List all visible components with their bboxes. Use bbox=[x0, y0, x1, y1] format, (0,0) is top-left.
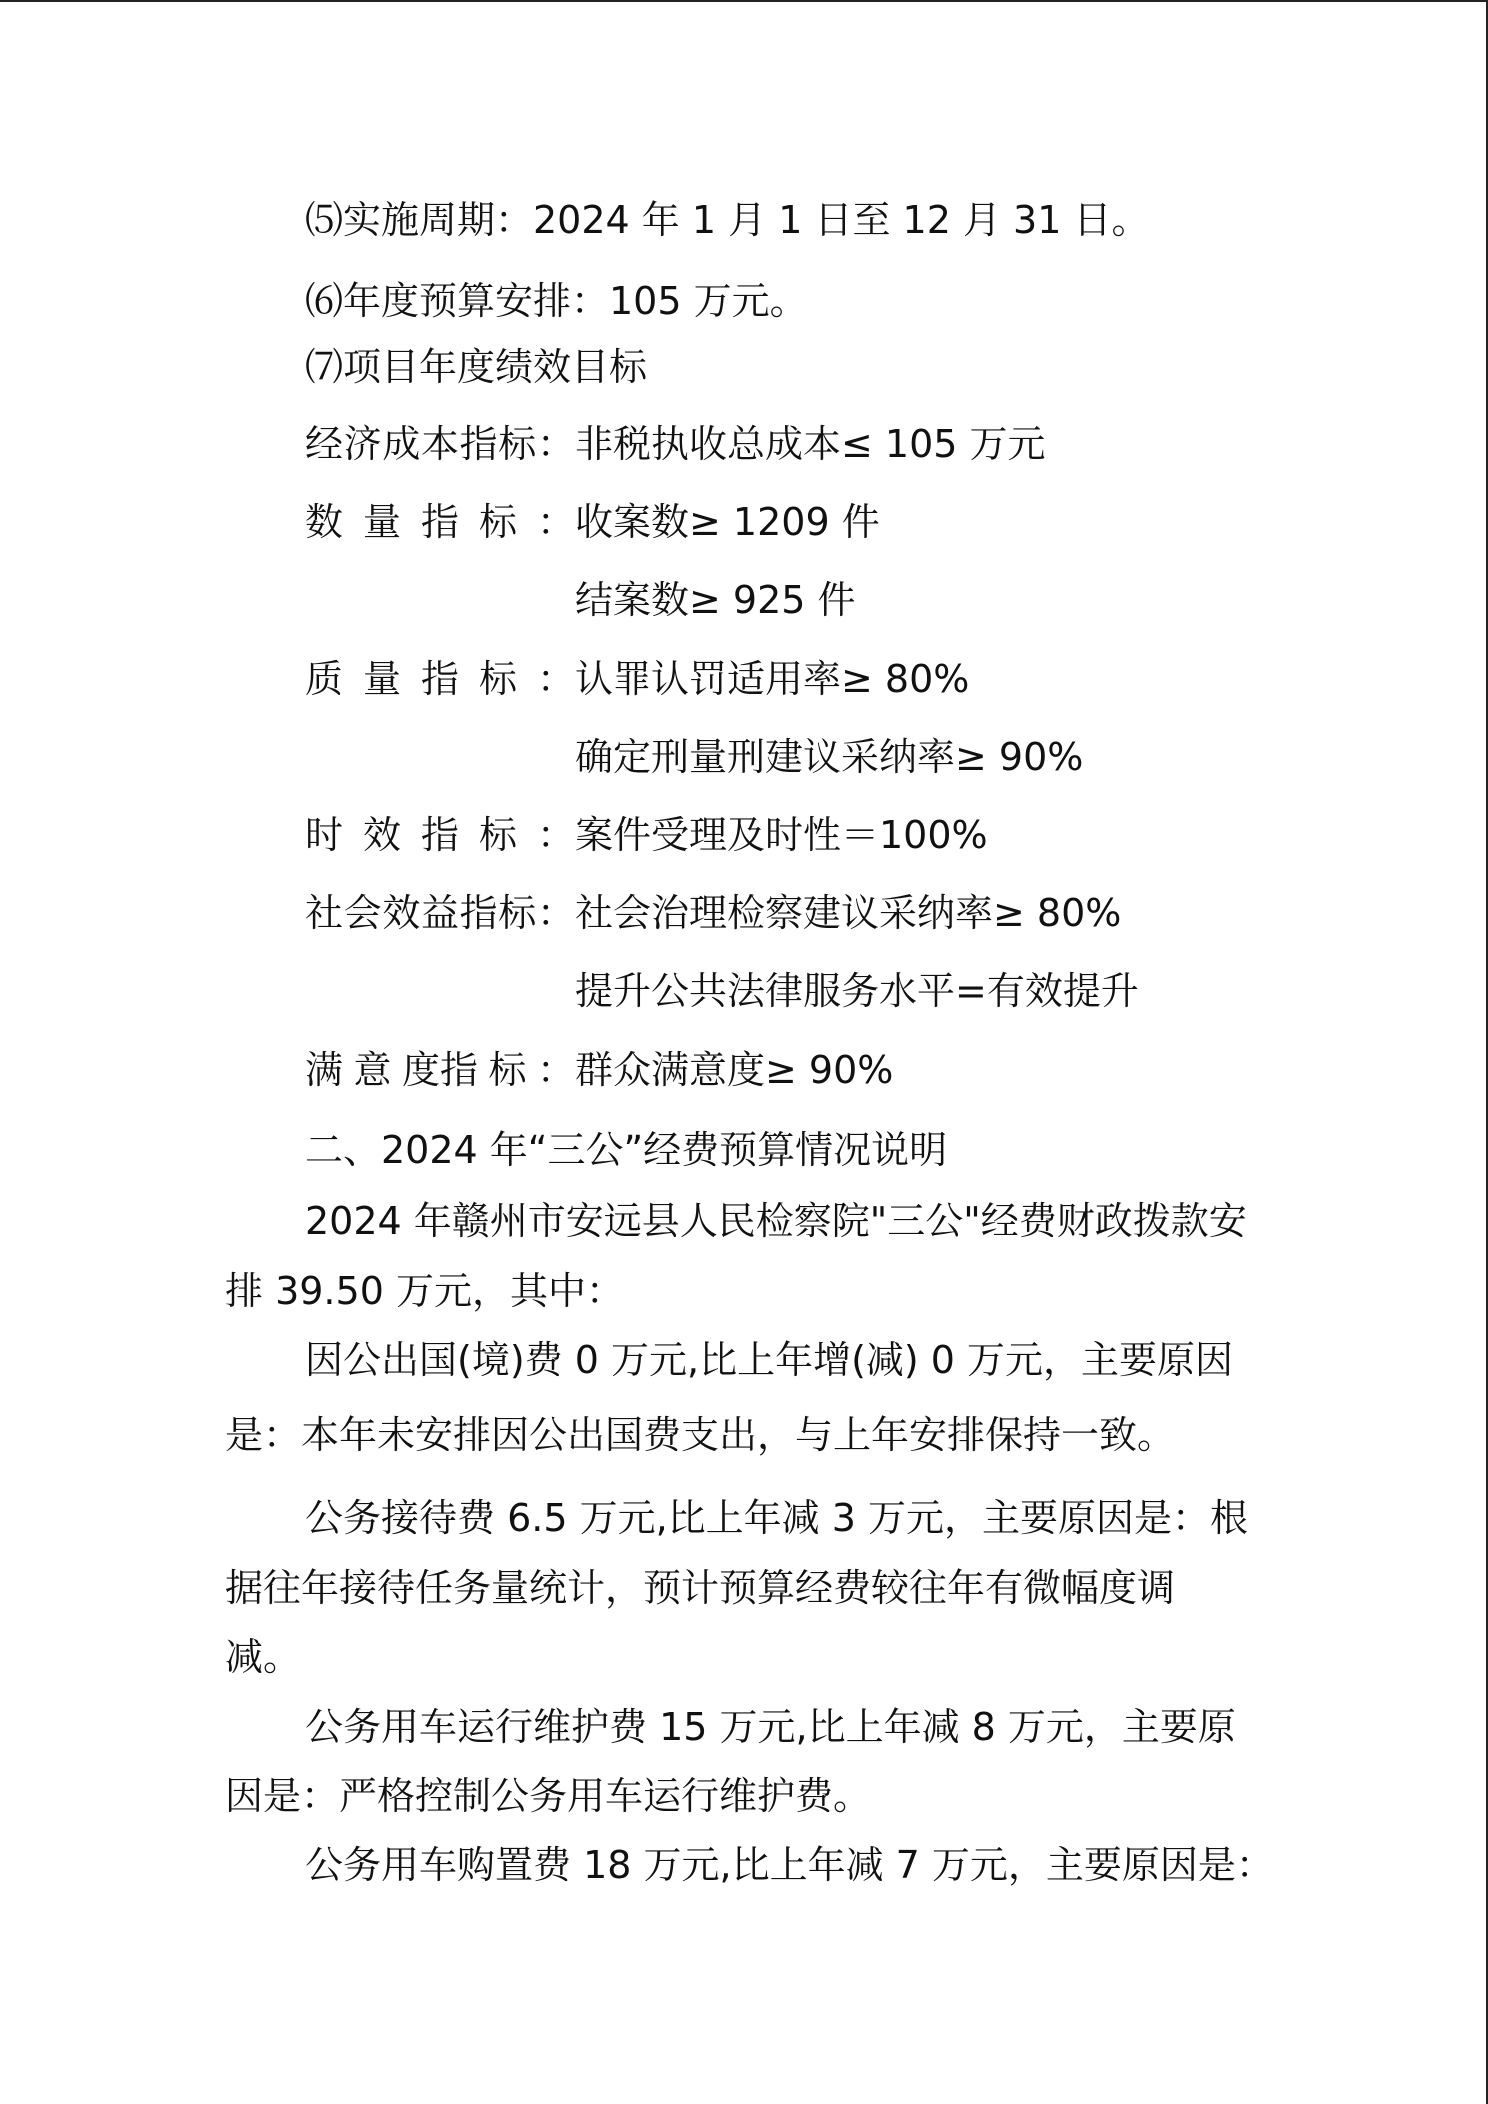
paragraph-2-line-1: 因公出国(境)费 0 万元,比上年增(减) 0 万元，主要原因 bbox=[305, 1338, 1234, 1382]
indicator-value-economic-cost: 非税执收总成本≤ 105 万元 bbox=[575, 422, 1046, 466]
indicator-value-plea-rate: 认罪认罚适用率≥ 80% bbox=[575, 657, 970, 701]
paragraph-4-line-2: 因是：严格控制公务用车运行维护费。 bbox=[225, 1774, 872, 1818]
page-border-top bbox=[0, 0, 1488, 2]
indicator-value-legal-service: 提升公共法律服务水平=有效提升 bbox=[575, 969, 1139, 1013]
paragraph-3-line-2: 据往年接待任务量统计，预计预算经费较往年有微幅度调 bbox=[225, 1566, 1176, 1610]
indicator-label-satisfaction: 满 意 度指 标 ： bbox=[305, 1048, 575, 1092]
indicator-value-cases-closed: 结案数≥ 925 件 bbox=[575, 578, 856, 622]
indicator-value-timeliness: 案件受理及时性＝100% bbox=[575, 813, 988, 857]
paragraph-5-line-1: 公务用车购置费 18 万元,比上年减 7 万元，主要原因是： bbox=[305, 1843, 1274, 1887]
paragraph-4-line-1: 公务用车运行维护费 15 万元,比上年减 8 万元，主要原 bbox=[305, 1705, 1236, 1749]
section2-heading: 二、2024 年“三公”经费预算情况说明 bbox=[305, 1128, 948, 1172]
paragraph-1-line-1: 2024 年赣州市安远县人民检察院"三公"经费财政拨款安 bbox=[305, 1199, 1247, 1243]
indicator-value-sentencing-rate: 确定刑量刑建议采纳率≥ 90% bbox=[575, 735, 1084, 779]
performance-goals-heading: ⑺项目年度绩效目标 bbox=[305, 345, 648, 389]
indicator-label-social-benefit: 社 会 效 益 指 标 ： bbox=[305, 891, 575, 935]
paragraph-2-line-2: 是：本年未安排因公出国费支出，与上年安排保持一致。 bbox=[225, 1413, 1176, 1457]
indicator-value-cases-received: 收案数≥ 1209 件 bbox=[575, 500, 880, 544]
paragraph-3-line-1: 公务接待费 6.5 万元,比上年减 3 万元，主要原因是：根 bbox=[305, 1496, 1249, 1540]
implementation-period: ⑸实施周期：2024 年 1 月 1 日至 12 月 31 日。 bbox=[305, 198, 1150, 242]
paragraph-3-line-3: 减。 bbox=[225, 1635, 302, 1679]
indicator-label-quantity: 数 量 指 标 ： bbox=[305, 500, 575, 544]
indicator-label-timeliness: 时 效 指 标 ： bbox=[305, 813, 575, 857]
indicator-value-satisfaction: 群众满意度≥ 90% bbox=[575, 1048, 894, 1092]
paragraph-1-line-2: 排 39.50 万元，其中： bbox=[225, 1269, 624, 1313]
annual-budget: ⑹年度预算安排：105 万元。 bbox=[305, 279, 808, 323]
indicator-value-procuratorial-advice: 社会治理检察建议采纳率≥ 80% bbox=[575, 891, 1122, 935]
indicator-label-economic-cost: 经 济 成 本 指 标 ： bbox=[305, 422, 575, 466]
indicator-label-quality: 质 量 指 标 ： bbox=[305, 657, 575, 701]
